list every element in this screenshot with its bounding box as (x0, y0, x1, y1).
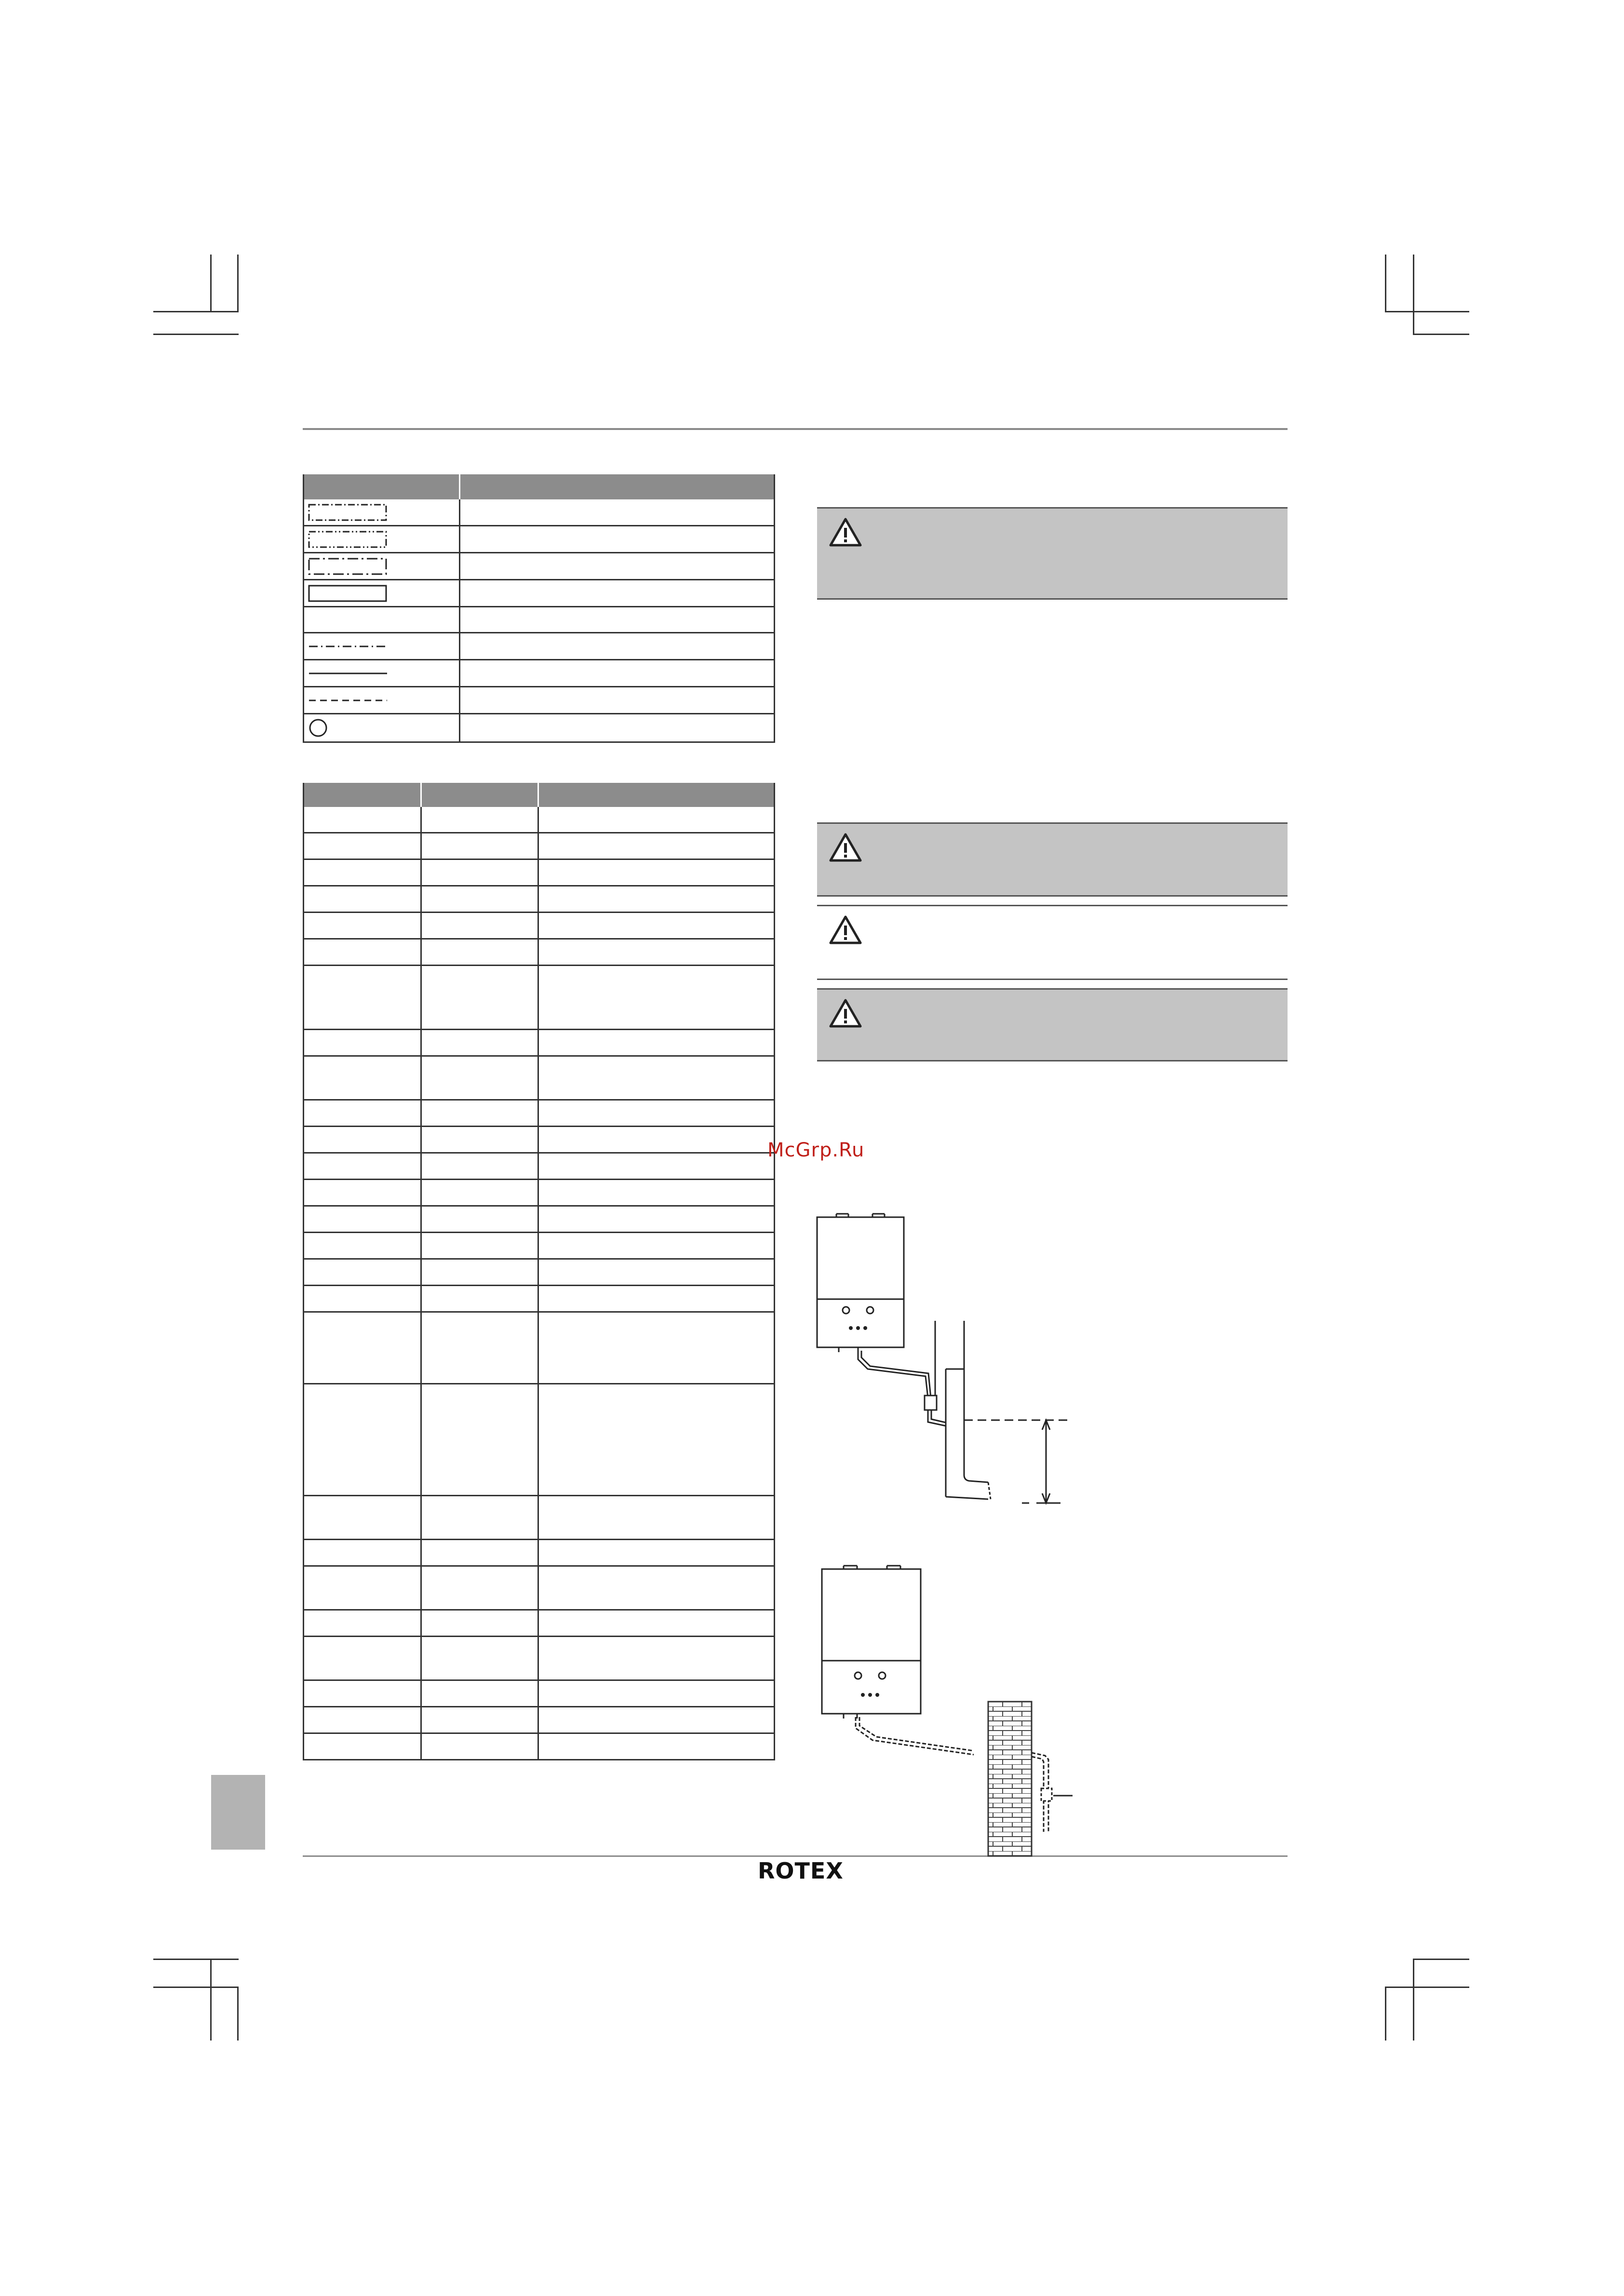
table-cell (304, 1312, 421, 1384)
table-cell (304, 913, 421, 939)
table-cell (421, 1707, 538, 1733)
warning-box (817, 822, 1288, 897)
table-cell (304, 833, 421, 859)
table-cell (538, 833, 775, 859)
table-row (304, 1056, 775, 1100)
table-cell (538, 1153, 775, 1180)
crop-mark (1385, 1987, 1469, 1988)
crop-mark (1413, 1959, 1414, 2041)
table-cell (304, 939, 421, 966)
footer-rule (303, 1855, 1288, 1857)
table-row (304, 1100, 775, 1127)
table-cell (421, 859, 538, 886)
crop-mark (153, 311, 239, 312)
table-row (304, 526, 775, 553)
table-cell (538, 1312, 775, 1384)
wall-drain-diagram (815, 1562, 1085, 1861)
table-cell (538, 966, 775, 1030)
table-cell (304, 1153, 421, 1180)
table-row (304, 1384, 775, 1496)
table-cell (304, 1100, 421, 1127)
warning-box (817, 988, 1288, 1061)
table-cell (421, 1206, 538, 1233)
table-row (304, 966, 775, 1030)
table-cell (538, 1259, 775, 1286)
table-row (304, 499, 775, 526)
table-row (304, 687, 775, 714)
crop-mark (1413, 255, 1414, 335)
warning-triangle-icon (829, 998, 862, 1028)
table-cell (304, 966, 421, 1030)
table-cell (421, 1030, 538, 1056)
table-row (304, 833, 775, 859)
table-cell (421, 1312, 538, 1384)
crop-mark (1385, 311, 1469, 312)
crop-mark (210, 1959, 212, 2041)
crop-mark (210, 255, 212, 312)
table-cell (421, 1610, 538, 1637)
table-cell (421, 1733, 538, 1760)
table-cell (538, 1384, 775, 1496)
legend-table (303, 474, 775, 743)
circle-symbol (308, 716, 336, 740)
table-cell (304, 1680, 421, 1707)
table-row (304, 714, 775, 742)
table-cell (538, 886, 775, 913)
table-cell (421, 1637, 538, 1680)
table-cell (538, 1637, 775, 1680)
warning-triangle-icon (829, 832, 862, 862)
table-cell (421, 1100, 538, 1127)
table-row (304, 913, 775, 939)
table-row (304, 1733, 775, 1760)
legend-table-header (304, 474, 775, 499)
long-dashdot-box-symbol (308, 556, 389, 577)
table-row (304, 1259, 775, 1286)
table-cell (421, 1127, 538, 1153)
table-cell (538, 1056, 775, 1100)
solid-box-symbol (308, 583, 389, 604)
dashdot-box-symbol (308, 502, 389, 523)
warning-triangle-icon (829, 517, 862, 547)
crop-mark (153, 1987, 239, 1988)
warning-box (817, 905, 1288, 980)
table-cell (304, 1180, 421, 1206)
table-cell (538, 1127, 775, 1153)
table-cell (538, 1206, 775, 1233)
table-cell (421, 939, 538, 966)
table-cell (304, 1056, 421, 1100)
table-cell (421, 1566, 538, 1610)
table-cell (421, 1540, 538, 1566)
table-cell (304, 1030, 421, 1056)
warning-triangle-icon (829, 915, 862, 945)
table-row (304, 1030, 775, 1056)
chapter-side-tab (211, 1775, 265, 1850)
table-cell (421, 1056, 538, 1100)
table-row (304, 1540, 775, 1566)
table-cell (304, 1566, 421, 1610)
table-cell (304, 807, 421, 833)
table-cell (304, 1259, 421, 1286)
table-cell (538, 1733, 775, 1760)
table-cell (421, 1259, 538, 1286)
table-cell (304, 1206, 421, 1233)
table-cell (421, 1233, 538, 1259)
table-cell (538, 1030, 775, 1056)
table-row (304, 1180, 775, 1206)
table-row (304, 1707, 775, 1733)
table-cell (538, 1680, 775, 1707)
crop-mark (237, 255, 239, 312)
table-cell (304, 1707, 421, 1733)
crop-mark (237, 1987, 239, 2041)
table-row (304, 807, 775, 833)
table-cell (421, 1286, 538, 1312)
table-row (304, 553, 775, 580)
table-row (304, 1153, 775, 1180)
condensate-drain-diagram (810, 1210, 1089, 1509)
crop-mark (1385, 255, 1386, 312)
table-cell (304, 1384, 421, 1496)
table-row (304, 886, 775, 913)
table-row (304, 1610, 775, 1637)
table-row (304, 1286, 775, 1312)
rotex-logo: ROTEX (758, 1858, 844, 1884)
table-row (304, 660, 775, 687)
table-cell (421, 913, 538, 939)
table-cell (304, 1733, 421, 1760)
dashed-line-symbol (308, 693, 389, 708)
crop-mark (1413, 1959, 1469, 1960)
table-cell (304, 1127, 421, 1153)
table-cell (538, 807, 775, 833)
crop-mark (153, 334, 239, 335)
table-cell (421, 807, 538, 833)
table-cell (421, 886, 538, 913)
header-rule (303, 428, 1288, 430)
table-cell (538, 1496, 775, 1540)
table-cell (304, 1496, 421, 1540)
table-cell (304, 1610, 421, 1637)
table-cell (538, 1610, 775, 1637)
table-cell (304, 1286, 421, 1312)
crop-mark (1413, 334, 1469, 335)
table-cell (538, 939, 775, 966)
table-cell (421, 966, 538, 1030)
dashdotdot-box-symbol (308, 529, 389, 550)
table-cell (304, 859, 421, 886)
table-cell (304, 1540, 421, 1566)
table-cell (304, 1637, 421, 1680)
table-cell (538, 1566, 775, 1610)
table-row (304, 1233, 775, 1259)
table-row (304, 1680, 775, 1707)
watermark-text: McGrp.Ru (767, 1139, 865, 1161)
table-cell (538, 1100, 775, 1127)
table-row (304, 859, 775, 886)
table-cell (538, 1233, 775, 1259)
table-row (304, 1127, 775, 1153)
table-row (304, 1312, 775, 1384)
crop-mark (1385, 1987, 1386, 2041)
table-row (304, 607, 775, 633)
table-cell (538, 1540, 775, 1566)
table-row (304, 939, 775, 966)
table-cell (304, 886, 421, 913)
solid-line-symbol (308, 666, 389, 681)
table-cell (421, 1496, 538, 1540)
table-cell (304, 1233, 421, 1259)
table-cell (421, 1153, 538, 1180)
table-row (304, 1637, 775, 1680)
table-cell (538, 1180, 775, 1206)
table-row (304, 1206, 775, 1233)
warning-box (817, 507, 1288, 600)
table-cell (538, 913, 775, 939)
parts-table-header (304, 783, 775, 807)
table-row (304, 1496, 775, 1540)
table-cell (421, 1180, 538, 1206)
table-cell (421, 1384, 538, 1496)
table-cell (538, 859, 775, 886)
table-cell (421, 833, 538, 859)
table-row (304, 580, 775, 607)
dashdot-line-symbol (308, 639, 389, 654)
table-cell (421, 1680, 538, 1707)
table-row (304, 633, 775, 660)
crop-mark (153, 1959, 239, 1960)
table-cell (538, 1707, 775, 1733)
table-row (304, 1566, 775, 1610)
parts-table (303, 783, 775, 1760)
table-cell (538, 1286, 775, 1312)
